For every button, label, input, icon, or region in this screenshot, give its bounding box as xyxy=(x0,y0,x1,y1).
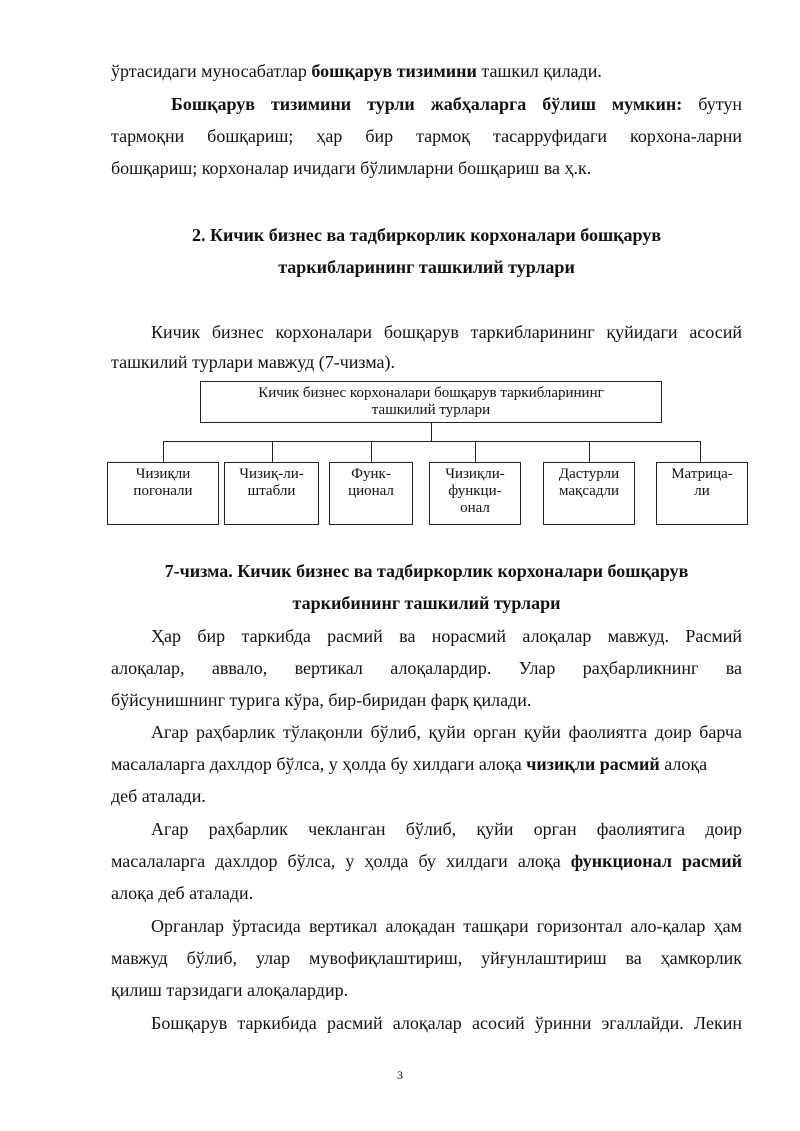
paragraph-8-line-1: Бошқарув таркибида расмий алоқалар асосий ўринни эгаллайди. Лекин xyxy=(151,1013,742,1033)
diagram-node-label: ционал xyxy=(348,483,394,499)
diagram-node xyxy=(429,462,521,525)
diagram-connector xyxy=(431,423,432,441)
diagram-node xyxy=(656,462,748,525)
bold-term: функционал расмий xyxy=(570,851,742,871)
diagram-node xyxy=(329,462,413,525)
section-heading-line-1: 2. Кичик бизнес ва тадбиркорлик корхоналари бошқарув xyxy=(191,225,662,245)
paragraph-7-line-2: мавжуд бўлиб, улар мувофиқлаштириш, уйғунлаштириш ва ҳамкорлик xyxy=(111,948,742,968)
paragraph-5-line-3: деб аталади. xyxy=(111,786,206,806)
bold-term: бошқарув тизимини xyxy=(311,61,477,81)
text-run: бутун xyxy=(682,94,743,114)
paragraph-6-line-1: Агар раҳбарлик чекланган бўлиб, қуйи орган фаолиятига доир xyxy=(151,819,742,839)
diagram-node xyxy=(224,462,319,525)
diagram-node-label: Чизиқли- xyxy=(445,466,505,482)
diagram-node-label: Дастурли xyxy=(558,466,620,482)
paragraph-2-line-2: тармоқни бошқариш; ҳар бир тармоқ тасарруфидаги корхона-ларни xyxy=(111,126,742,146)
diagram-node-label: Матрица- xyxy=(671,466,733,482)
section-heading-line-2: таркибларининг ташкилий турлари xyxy=(278,257,575,277)
paragraph-4-line-3: бўйсунишнинг турига кўра, бир-биридан фарқ қилади. xyxy=(111,690,532,710)
paragraph-4-line-2: алоқалар, аввало, вертикал алоқалардир. Улар раҳбарликнинг ва xyxy=(111,658,742,678)
text-run: масалаларга дахлдор бўлса, у ҳолда бу хилдаги алоқа xyxy=(111,754,527,774)
diagram-connector xyxy=(163,441,164,462)
diagram-root-box xyxy=(200,381,662,423)
bold-term: чизиқли расмий xyxy=(526,754,660,774)
text-run: алоқа xyxy=(659,754,708,774)
page-number: 3 xyxy=(397,1068,403,1082)
diagram-root-label: Кичик бизнес корхоналари бошқарув таркибларининг xyxy=(258,385,604,401)
diagram-connector xyxy=(371,441,372,462)
diagram-connector xyxy=(272,441,273,462)
paragraph-4-line-1: Ҳар бир таркибда расмий ва норасмий алоқалар мавжуд. Расмий xyxy=(151,626,742,646)
diagram-node-label: Функ- xyxy=(351,466,391,482)
diagram-node-label: штабли xyxy=(247,483,296,499)
diagram-node-label: мақсадли xyxy=(559,483,619,499)
paragraph-6-line-2 xyxy=(111,849,742,873)
diagram-node-label: ли xyxy=(694,483,710,499)
diagram-node-label: Чизиқли xyxy=(135,466,191,482)
figure-caption-line-1: 7-чизма. Кичик бизнес ва тадбиркорлик корхоналари бошқарув xyxy=(164,561,689,581)
paragraph-2-line-3: бошқариш; корхоналар ичидаги бўлимларни бошқариш ва ҳ.к. xyxy=(111,158,592,178)
paragraph-3-line-2: ташкилий турлари мавжуд (7-чизма). xyxy=(111,352,396,372)
paragraph-7-line-1: Органлар ўртасида вертикал алоқадан ташқари горизонтал ало-қалар ҳам xyxy=(151,916,742,936)
text-run: ташкил қилади. xyxy=(476,61,602,81)
diagram-connector xyxy=(475,441,476,462)
diagram-connector xyxy=(589,441,590,462)
paragraph-1-line-1 xyxy=(111,59,742,83)
bold-lead: Бошқарув тизимини турли жабҳаларга бўлиш мумкин: xyxy=(171,94,683,114)
paragraph-2-line-1 xyxy=(171,92,742,116)
diagram-node-label: погонали xyxy=(133,483,193,499)
text-run: ўртасидаги муносабатлар xyxy=(111,61,312,81)
figure-caption-line-2: таркибининг ташкилий турлари xyxy=(292,593,561,613)
diagram-node-label: Чизиқ-ли- xyxy=(239,466,304,482)
paragraph-7-line-3: қилиш тарзидаги алоқалардир. xyxy=(111,980,349,1000)
diagram-root-label: ташкилий турлари xyxy=(371,402,491,418)
diagram-node xyxy=(543,462,635,525)
diagram-node-label: онал xyxy=(460,500,490,516)
diagram-connector xyxy=(700,441,701,462)
text-run: масалаларга дахлдор бўлса, у ҳолда бу хилдаги алоқа xyxy=(111,851,571,871)
paragraph-5-line-1: Агар раҳбарлик тўлақонли бўлиб, қуйи орган қуйи фаолиятга доир барча xyxy=(151,722,742,742)
paragraph-3-line-1: Кичик бизнес корхоналари бошқарув таркибларининг қуйидаги асосий xyxy=(151,322,742,342)
diagram-node-label: функци- xyxy=(448,483,502,499)
diagram-connector xyxy=(163,441,700,442)
paragraph-6-line-3: алоқа деб аталади. xyxy=(111,883,254,903)
paragraph-5-line-2 xyxy=(111,752,742,776)
diagram-node xyxy=(107,462,219,525)
